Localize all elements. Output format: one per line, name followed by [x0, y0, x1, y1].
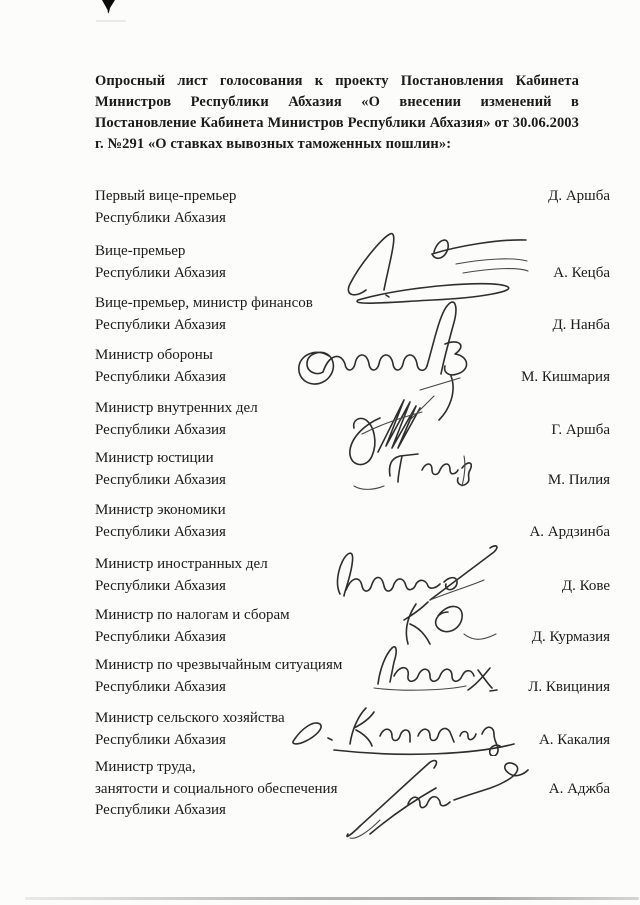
- position-title: Министр юстиции Республики Абхазия: [95, 450, 226, 488]
- official-name: Д. Курмазия: [531, 628, 610, 645]
- document-title: [95, 71, 579, 155]
- official-name: А. Какалия: [538, 731, 610, 748]
- position-title: Первый вице-премьер Республики Абхазия: [95, 188, 237, 226]
- position-title: Вице-премьер, министр финансов Республики Абхазия: [95, 295, 313, 333]
- entry-row-interior-minister: [95, 398, 610, 441]
- entry-row-foreign-minister: [95, 554, 610, 597]
- title-line: Постановление Кабинета Министров Республики Абхазия» от 30.06.2003: [95, 115, 579, 131]
- title-line: Министров Республики Абхазия «О внесении изменений в: [95, 94, 579, 110]
- position-title: Министр по чрезвычайным ситуациям Республики Абхазия: [95, 657, 343, 695]
- title-line: Опросный лист голосования к проекту Постановления Кабинета: [95, 73, 579, 89]
- official-name: М. Пилия: [547, 471, 610, 488]
- entry-row-vice-premier: [95, 241, 610, 284]
- position-title: Министр обороны Республики Абхазия: [95, 347, 226, 385]
- entry-row-emergencies-minister: [95, 655, 610, 698]
- official-name: Д. Аршба: [548, 188, 610, 204]
- official-name: М. Кишмария: [521, 368, 610, 385]
- entry-row-tax-minister: [95, 605, 610, 648]
- position-title: Министр по налогам и сборам Республики Абхазия: [95, 607, 290, 645]
- entry-row-labor-minister: [95, 757, 610, 822]
- position-title: Министр сельского хозяйства Республики Абхазия: [95, 710, 285, 748]
- entry-row-agriculture-minister: [95, 708, 610, 751]
- official-name: Д. Нанба: [552, 316, 610, 333]
- official-name: А. Аджба: [548, 780, 610, 797]
- position-title: Вице-премьер Республики Абхазия: [95, 243, 226, 281]
- scan-ink-blot: [99, 0, 119, 18]
- official-name: А. Кецба: [553, 264, 610, 281]
- position-title: Министр иностранных дел Республики Абхазия: [95, 556, 268, 594]
- entry-row-economy-minister: [95, 500, 610, 543]
- position-title: Министр труда, занятости и социального обеспечения Республики Абхазия: [95, 759, 338, 818]
- official-name: Д. Кове: [561, 577, 610, 594]
- title-line: г. №291 «О ставках вывозных таможенных пошлин»:: [95, 136, 452, 152]
- entry-row-first-vice-premier: [95, 186, 610, 229]
- scan-page-edge-shadow: [25, 897, 639, 900]
- official-name: А. Ардзинба: [529, 523, 610, 540]
- entry-row-finance-minister: [95, 293, 610, 336]
- entry-row-defense-minister: [95, 345, 610, 388]
- official-name: Г. Аршба: [551, 421, 610, 438]
- position-title: Министр экономики Республики Абхазия: [95, 502, 226, 540]
- entry-row-justice-minister: [95, 448, 610, 491]
- scan-smudge: [96, 20, 126, 22]
- official-name: Л. Квициния: [528, 678, 610, 695]
- position-title: Министр внутренних дел Республики Абхазия: [95, 400, 258, 438]
